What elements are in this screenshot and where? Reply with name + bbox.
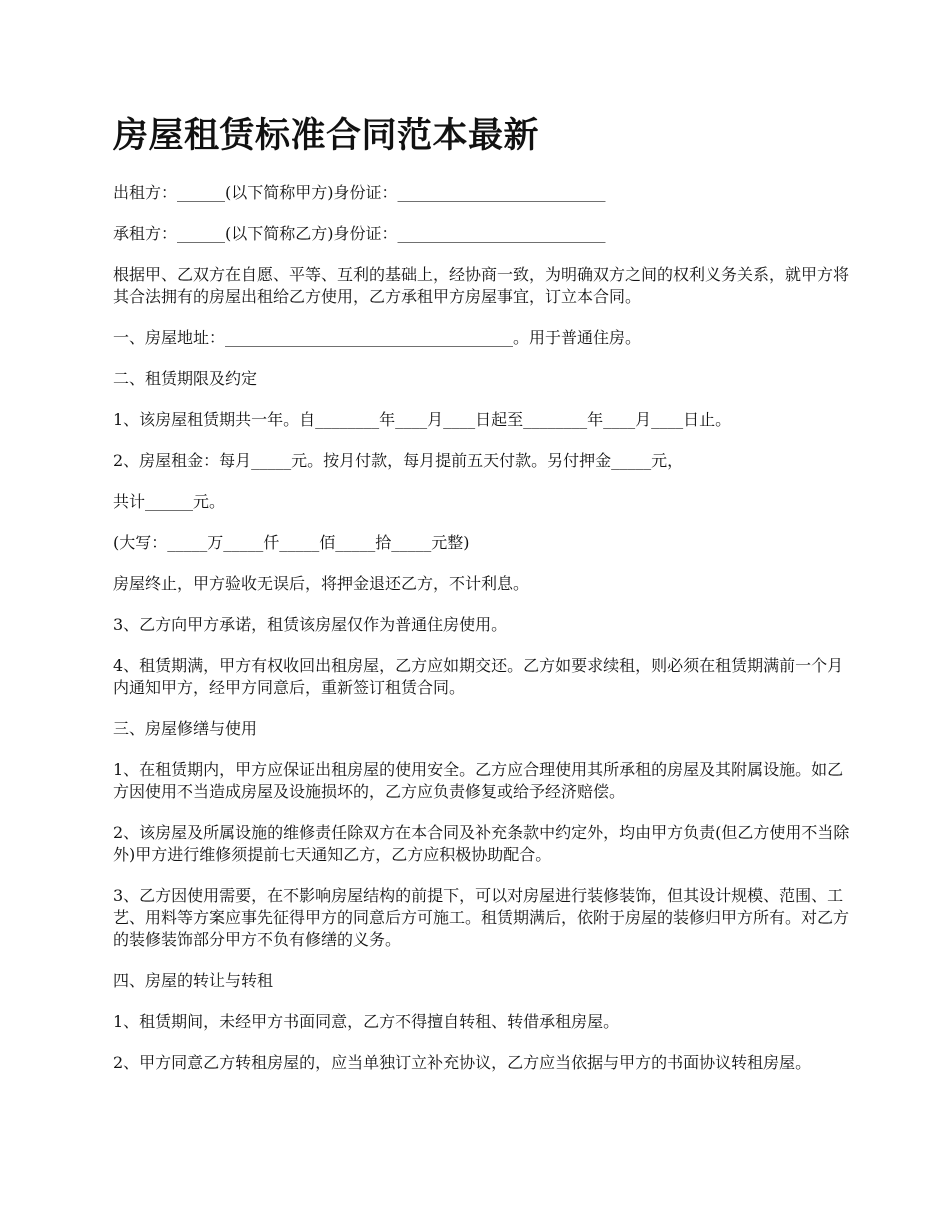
clause-3-1-safety: 1、在租赁期内，甲方应保证出租房屋的使用安全。乙方应合理使用其所承租的房屋及其附属设施。如乙方因使用不当造成房屋及设施损坏的，乙方应负责修复或给予经济赔偿。 bbox=[113, 760, 844, 801]
preamble-paragraph: 根据甲、乙双方在自愿、平等、互利的基础上，经协商一致，为明确双方之间的权利义务关系，就甲方将其合法拥有的房屋出租给乙方使用，乙方承租甲方房屋事宜，订立本合同。 bbox=[113, 265, 850, 306]
clause-4-1-sublet-prohibition: 1、租赁期间，未经甲方书面同意，乙方不得擅自转租、转借承租房屋。 bbox=[113, 1012, 620, 1031]
clause-2-2-total: 共计______元。 bbox=[113, 492, 226, 511]
lessor-line: 出租方：______(以下简称甲方)身份证：__________________________ bbox=[113, 183, 606, 202]
section-2-heading: 二、租赁期限及约定 bbox=[113, 369, 258, 388]
section-3-heading: 三、房屋修缮与使用 bbox=[113, 719, 258, 738]
clause-4-2-sublet-agreement: 2、甲方同意乙方转租房屋的，应当单独订立补充协议，乙方应当依据与甲方的书面协议转租房屋。 bbox=[113, 1053, 812, 1072]
clause-2-2-rent: 2、房屋租金：每月_____元。按月付款，每月提前五天付款。另付押金_____元， bbox=[113, 451, 684, 470]
clause-2-2-deposit-return: 房屋终止，甲方验收无误后，将押金退还乙方，不计利息。 bbox=[113, 574, 530, 593]
clause-2-2-capital-amount: (大写：_____万_____仟_____佰_____拾_____元整) bbox=[113, 533, 470, 552]
clause-3-2-maintenance: 2、该房屋及所属设施的维修责任除双方在本合同及补充条款中约定外，均由甲方负责(但乙方使用不当除外)甲方进行维修须提前七天通知乙方，乙方应积极协助配合。 bbox=[113, 823, 850, 864]
clause-3-3-decoration: 3、乙方因使用需要，在不影响房屋结构的前提下，可以对房屋进行装修装饰，但其设计规模、范围、工艺、用料等方案应事先征得甲方的同意后方可施工。租赁期满后，依附于房屋的装修归甲方所有。对乙方的装修装饰部分甲方不负有修缮的义务。 bbox=[113, 886, 850, 949]
clause-2-3-usage: 3、乙方向甲方承诺，租赁该房屋仅作为普通住房使用。 bbox=[113, 615, 508, 634]
document-page bbox=[113, 112, 853, 1093]
section-1-address: 一、房屋地址：____________________________________。用于普通住房。 bbox=[113, 328, 642, 347]
clause-2-1-term: 1、该房屋租赁期共一年。自________年____月____日起至________年____月____日止。 bbox=[113, 410, 732, 429]
document-title: 房屋租赁标准合同范本最新 bbox=[113, 115, 540, 156]
lessee-line: 承租方：______(以下简称乙方)身份证：__________________________ bbox=[113, 224, 606, 243]
section-4-heading: 四、房屋的转让与转租 bbox=[113, 971, 274, 990]
clause-2-4-renewal: 4、租赁期满，甲方有权收回出租房屋，乙方应如期交还。乙方如要求续租，则必须在租赁期满前一个月内通知甲方，经甲方同意后，重新签订租赁合同。 bbox=[113, 656, 844, 697]
